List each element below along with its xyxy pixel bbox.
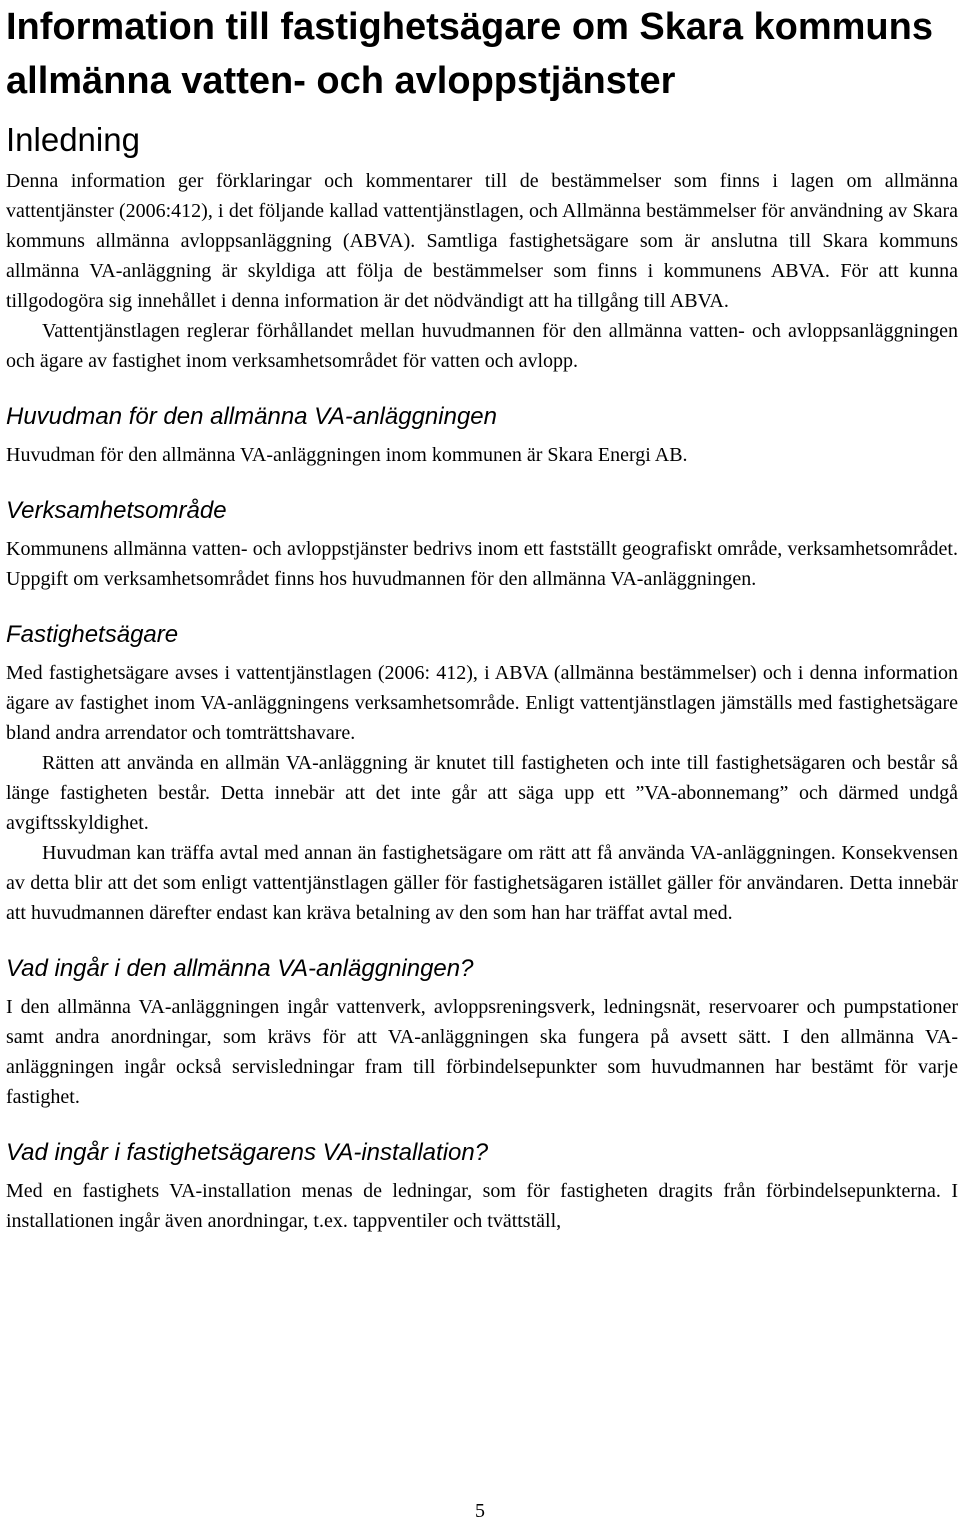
section-heading-huvudman: Huvudman för den allmänna VA-anläggningen	[6, 403, 498, 430]
paragraph: Rätten att använda en allmän VA-anläggning är knutet till fastigheten och inte till fastighetsägaren och består så länge fastigheten består. Detta innebär att det inte går att säga upp ett ”VA-abonnemang” och därmed undgå avgiftsskyldighet.	[6, 752, 958, 834]
section-heading-fastighetsagare: Fastighetsägare	[6, 621, 179, 648]
paragraph: I den allmänna VA-anläggningen ingår vattenverk, avloppsreningsverk, ledningsnät, reservoarer och pumpstationer samt andra anordningar, som krävs för att VA-anläggningen ska fungera på avsett sätt. I den allmänna VA-anläggningen ingår också servisledningar fram till förbindelsepunkter som huvudmannen har bestämt för varje fastighet.	[6, 996, 958, 1108]
paragraph: Kommunens allmänna vatten- och avloppstjänster bedrivs inom ett fastställt geografiskt område, verksamhetsområdet. Uppgift om verksamhetsområdet finns hos huvudmannen för den allmänna VA-anläggningen.	[6, 538, 958, 590]
section-heading-ingar-anlaggning: Vad ingår i den allmänna VA-anläggningen?	[6, 955, 474, 982]
section-heading-verksamhetsomrade: Verksamhetsområde	[6, 497, 227, 524]
paragraph: Huvudman kan träffa avtal med annan än fastighetsägare om rätt att få använda VA-anläggningen. Konsekvensen av detta blir att det som enligt vattentjänstlagen gäller för fastighetsägaren istället gäller för användaren. Detta innebär att huvudmannen därefter endast kan kräva betalning av den som han har träffat avtal med.	[6, 842, 958, 924]
page-number: 5	[475, 1500, 485, 1522]
paragraph: Denna information ger förklaringar och kommentarer till de bestämmelser som finns i lagen om allmänna vattentjänster (2006:412), i det följande kallad vattentjänstlagen, och Allmänna bestämmelser för användning av Skara kommuns allmänna avloppsanläggning (ABVA). Samtliga fastighetsägare som är anslutna till Skara kommuns allmänna VA-anläggning är skyldiga att följa de bestämmelser som finns i kommunens ABVA. För att kunna tillgodogöra sig innehållet i denna information är det nödvändigt att ha tillgång till ABVA.	[6, 170, 958, 312]
document-title: Information till fastighetsägare om Skara kommuns allmänna vatten- och avloppstjänster	[6, 6, 933, 102]
paragraph: Med en fastighets VA-installation menas de ledningar, som för fastigheten dragits från förbindelsepunkterna. I installationen ingår även anordningar, t.ex. tappventiler och tvättställ,	[6, 1180, 958, 1232]
section-heading-inledning: Inledning	[6, 121, 140, 158]
paragraph: Vattentjänstlagen reglerar förhållandet mellan huvudmannen för den allmänna vatten- och avloppsanläggningen och ägare av fastighet inom verksamhetsområdet för vatten och avlopp.	[6, 320, 958, 372]
paragraph: Med fastighetsägare avses i vattentjänstlagen (2006: 412), i ABVA (allmänna bestämmelser) och i denna information ägare av fastighet inom VA-anläggningens verksamhetsområde. Enligt vattentjänstlagen jämställs med fastighetsägare bland andra arrendator och tomträttshavare.	[6, 662, 958, 744]
paragraph: Huvudman för den allmänna VA-anläggningen inom kommunen är Skara Energi AB.	[6, 444, 688, 466]
document-page	[6, 0, 958, 1236]
section-heading-ingar-installation: Vad ingår i fastighetsägarens VA-installation?	[6, 1139, 489, 1166]
